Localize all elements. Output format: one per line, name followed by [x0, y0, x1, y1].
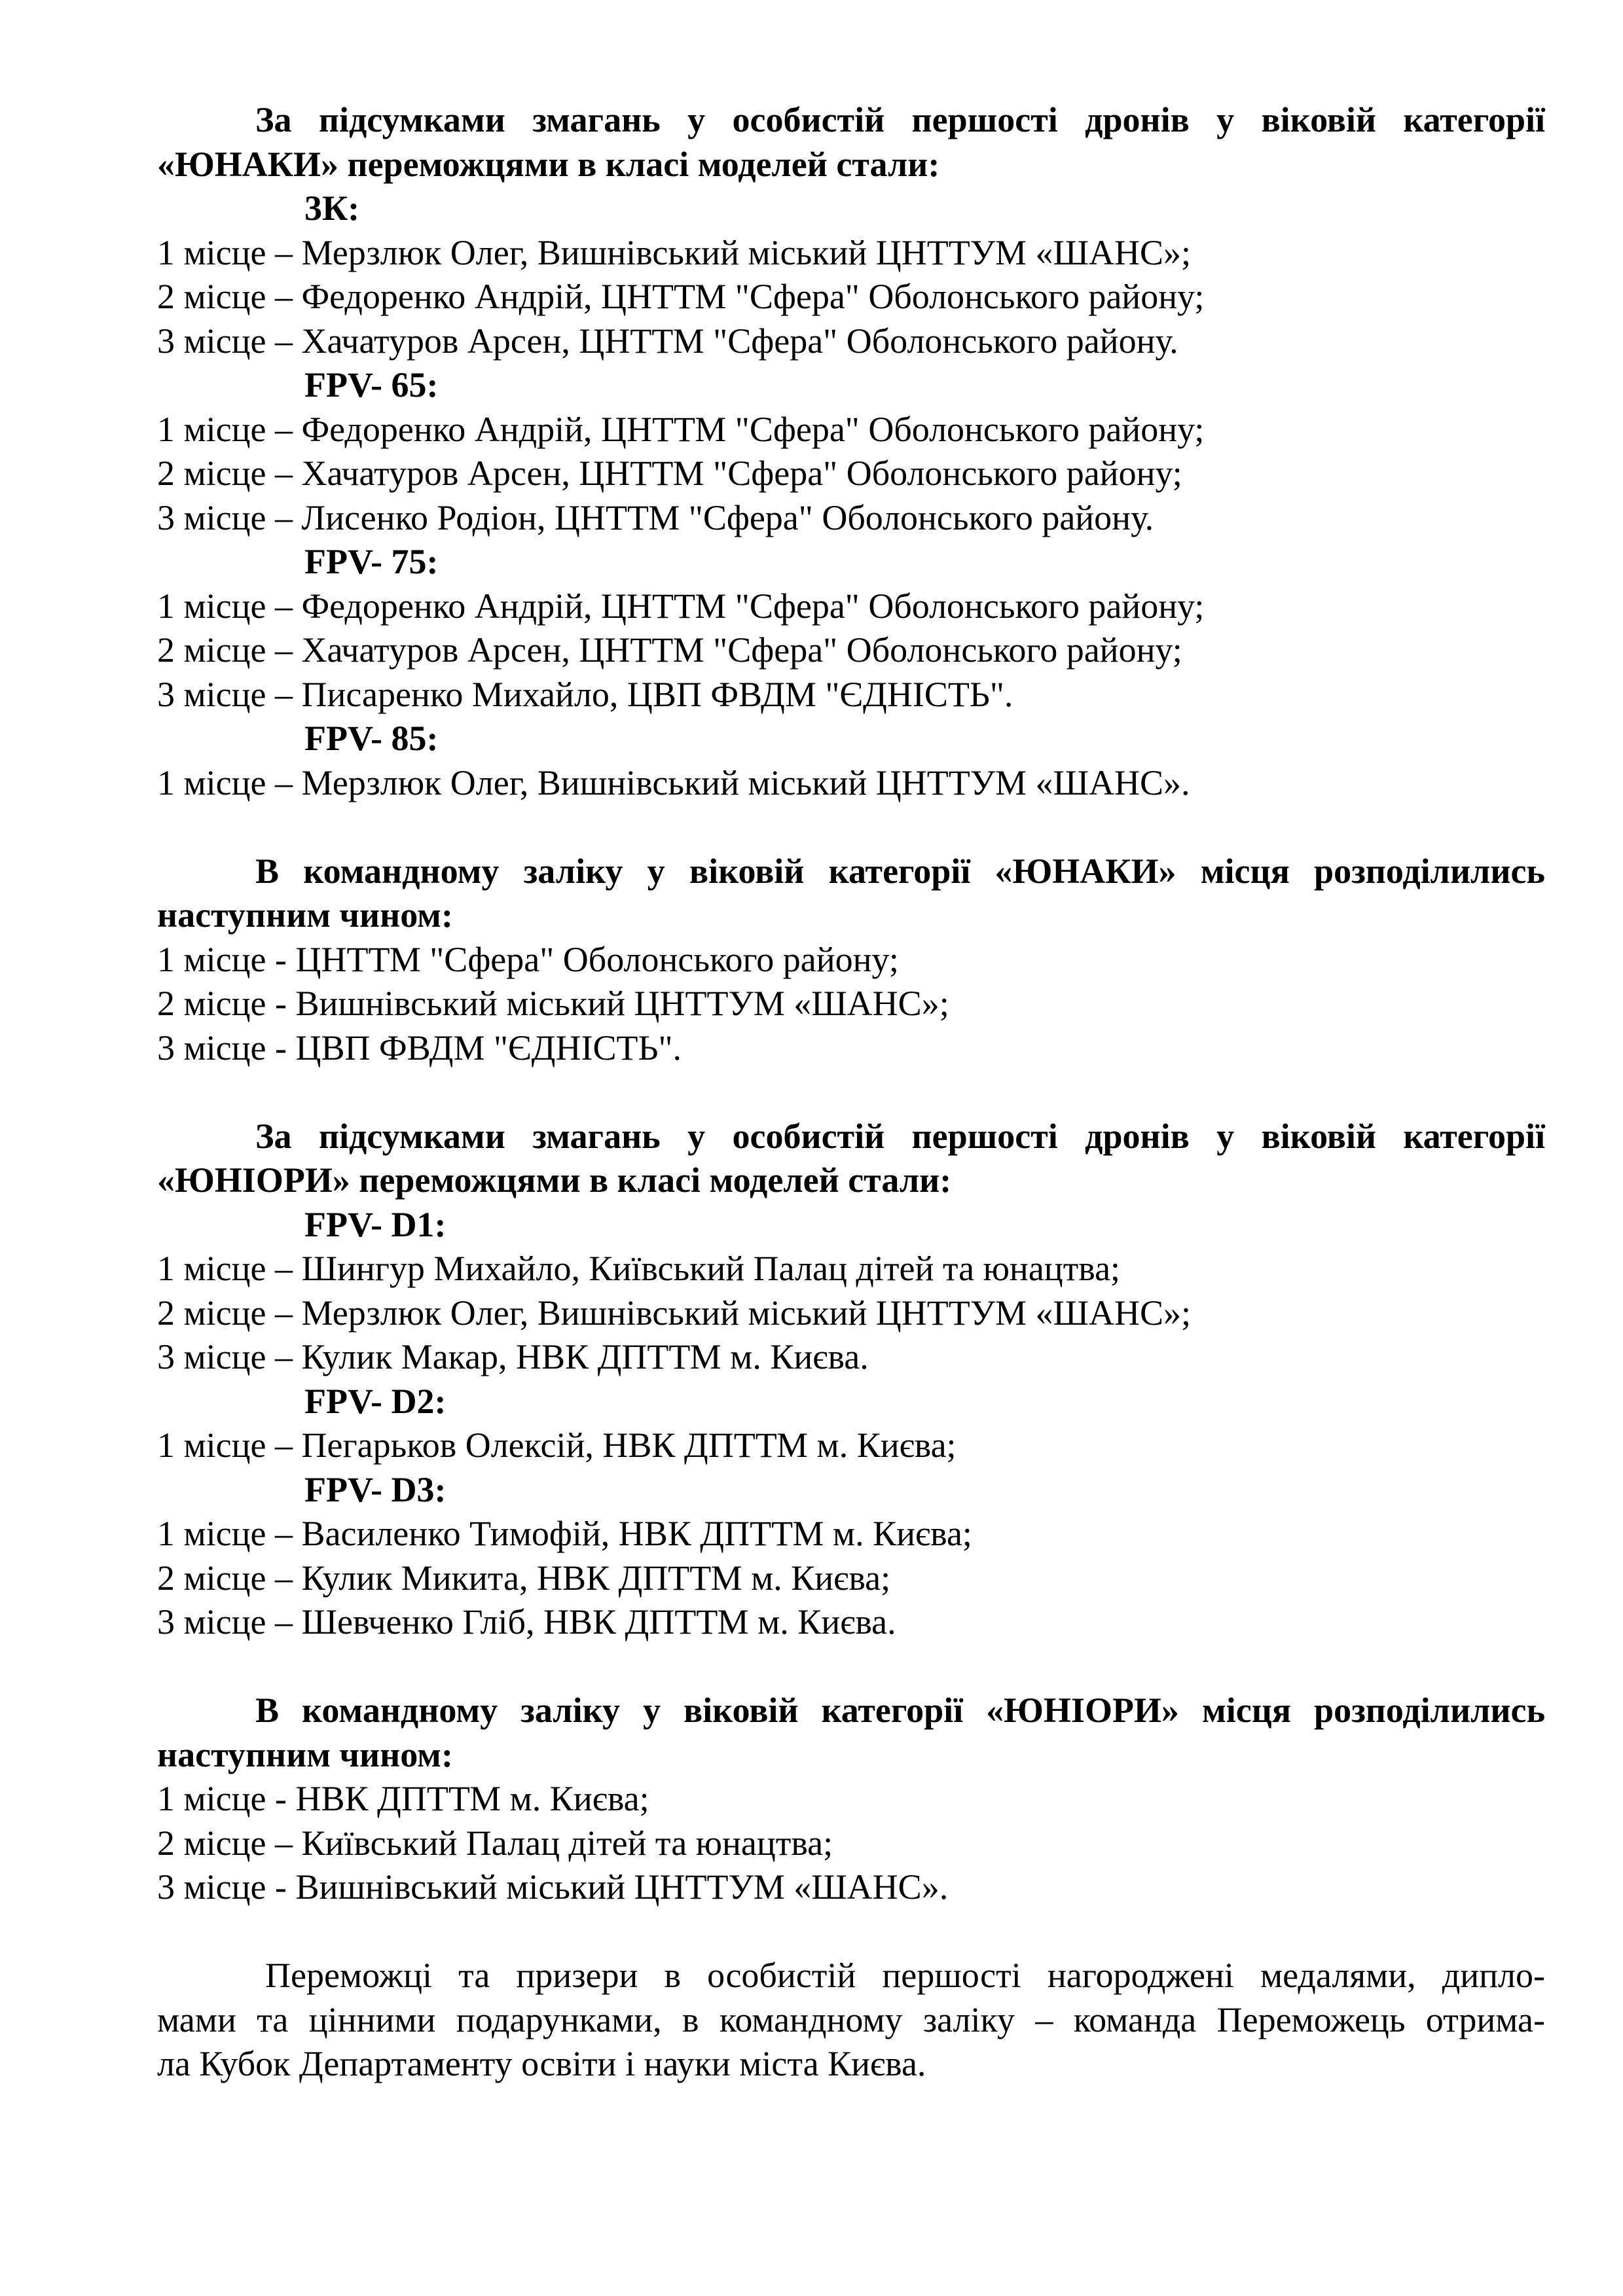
team-place-line: 1 місце - ЦНТТМ "Сфера" Оболонського району;	[157, 939, 899, 979]
place-line: 2 місце – Хачатуров Арсен, ЦНТТМ "Сфера" Оболонського району;	[157, 454, 1182, 493]
place-line: 1 місце – Мерзлюк Олег, Вишнівський міський ЦНТТУМ «ШАНС»;	[157, 232, 1191, 272]
juniors-team-intro-line1: В командному заліку у віковій категорії «ЮНІОРИ» місця розподілились	[255, 1691, 1545, 1730]
section-gap	[157, 805, 1545, 850]
team-place-line: 3 місце - ЦВП ФВДМ "ЄДНІСТЬ".	[157, 1028, 682, 1067]
team-place-line: 1 місце - НВК ДПТТМ м. Києва;	[157, 1779, 649, 1818]
juniors-individual-intro-line2: «ЮНІОРИ» переможцями в класі моделей стали:	[157, 1160, 952, 1200]
class-heading-fpv75: FPV- 75:	[304, 542, 439, 581]
class-heading-fpv-d2: FPV- D2:	[304, 1381, 447, 1421]
place-line: 3 місце – Хачатуров Арсен, ЦНТТМ "Сфера" Оболонського району.	[157, 321, 1178, 361]
class-heading-fpv65: FPV- 65:	[304, 365, 439, 404]
juniors-individual-section	[157, 1115, 1545, 1645]
place-line: 1 місце – Федоренко Андрій, ЦНТТМ "Сфера" Оболонського району;	[157, 586, 1205, 626]
closing-line3: ла Кубок Департаменту освіти і науки міста Києва.	[157, 2044, 926, 2083]
place-line: 3 місце – Лисенко Родіон, ЦНТТМ "Сфера" Оболонського району.	[157, 497, 1154, 537]
section-gap	[157, 1070, 1545, 1115]
place-line: 1 місце – Шингур Михайло, Київський Палац дітей та юнацтва;	[157, 1249, 1121, 1288]
yunaky-team-intro-line1: В командному заліку у віковій категорії «ЮНАКИ» місця розподілились	[255, 851, 1545, 891]
team-place-line: 2 місце – Київський Палац дітей та юнацтва;	[157, 1823, 833, 1863]
juniors-team-section	[157, 1689, 1545, 1910]
place-line: 1 місце – Федоренко Андрій, ЦНТТМ "Сфера" Оболонського району;	[157, 409, 1205, 449]
place-line: 1 місце – Василенко Тимофій, НВК ДПТТМ м. Києва;	[157, 1514, 972, 1553]
closing-paragraph	[157, 1954, 1545, 2087]
place-line: 3 місце – Писаренко Михайло, ЦВП ФВДМ "ЄДНІСТЬ".	[157, 674, 1013, 714]
place-line: 2 місце – Хачатуров Арсен, ЦНТТМ "Сфера" Оболонського району;	[157, 630, 1182, 670]
place-line: 2 місце – Кулик Микита, НВК ДПТТМ м. Києва;	[157, 1558, 891, 1598]
class-heading-fpv-d3: FPV- D3:	[304, 1469, 447, 1509]
juniors-individual-intro-line1: За підсумками змагань у особистій першості дронів у віковій категорії	[255, 1116, 1545, 1156]
class-heading-3k: 3К:	[304, 188, 360, 228]
place-line: 2 місце – Федоренко Андрій, ЦНТТМ "Сфера" Оболонського району;	[157, 277, 1205, 316]
place-line: 1 місце – Мерзлюк Олег, Вишнівський міський ЦНТТУМ «ШАНС».	[157, 762, 1190, 802]
place-line: 3 місце – Кулик Макар, НВК ДПТТМ м. Києва.	[157, 1337, 869, 1376]
place-line: 2 місце – Мерзлюк Олег, Вишнівський міський ЦНТТУМ «ШАНС»;	[157, 1293, 1191, 1333]
section-gap	[157, 1645, 1545, 1689]
class-heading-fpv85: FPV- 85:	[304, 719, 439, 758]
closing-line2: мами та цінними подарунками, в командному заліку – команда Переможець отрима-	[157, 2000, 1545, 2039]
team-place-line: 2 місце - Вишнівський міський ЦНТТУМ «ШАНС»;	[157, 984, 949, 1023]
place-line: 3 місце – Шевченко Гліб, НВК ДПТТМ м. Києва.	[157, 1602, 896, 1641]
yunaky-team-section	[157, 850, 1545, 1071]
juniors-team-intro-line2: наступним чином:	[157, 1734, 453, 1774]
yunaky-individual-section	[157, 98, 1545, 805]
yunaky-individual-intro-line2: «ЮНАКИ» переможцями в класі моделей стали:	[157, 144, 940, 184]
yunaky-individual-intro-line1: За підсумками змагань у особистій першості дронів у віковій категорії	[255, 100, 1545, 139]
team-place-line: 3 місце - Вишнівський міський ЦНТТУМ «ШАНС».	[157, 1867, 949, 1907]
closing-line1: Переможці та призери в особистій першості нагороджені медалями, дипло-	[265, 1956, 1545, 1995]
place-line: 1 місце – Пегарьков Олексій, НВК ДПТТМ м. Києва;	[157, 1426, 957, 1465]
yunaky-team-intro-line2: наступним чином:	[157, 895, 453, 935]
document-content	[157, 98, 1545, 2087]
class-heading-fpv-d1: FPV- D1:	[304, 1204, 447, 1244]
section-gap	[157, 1910, 1545, 1954]
